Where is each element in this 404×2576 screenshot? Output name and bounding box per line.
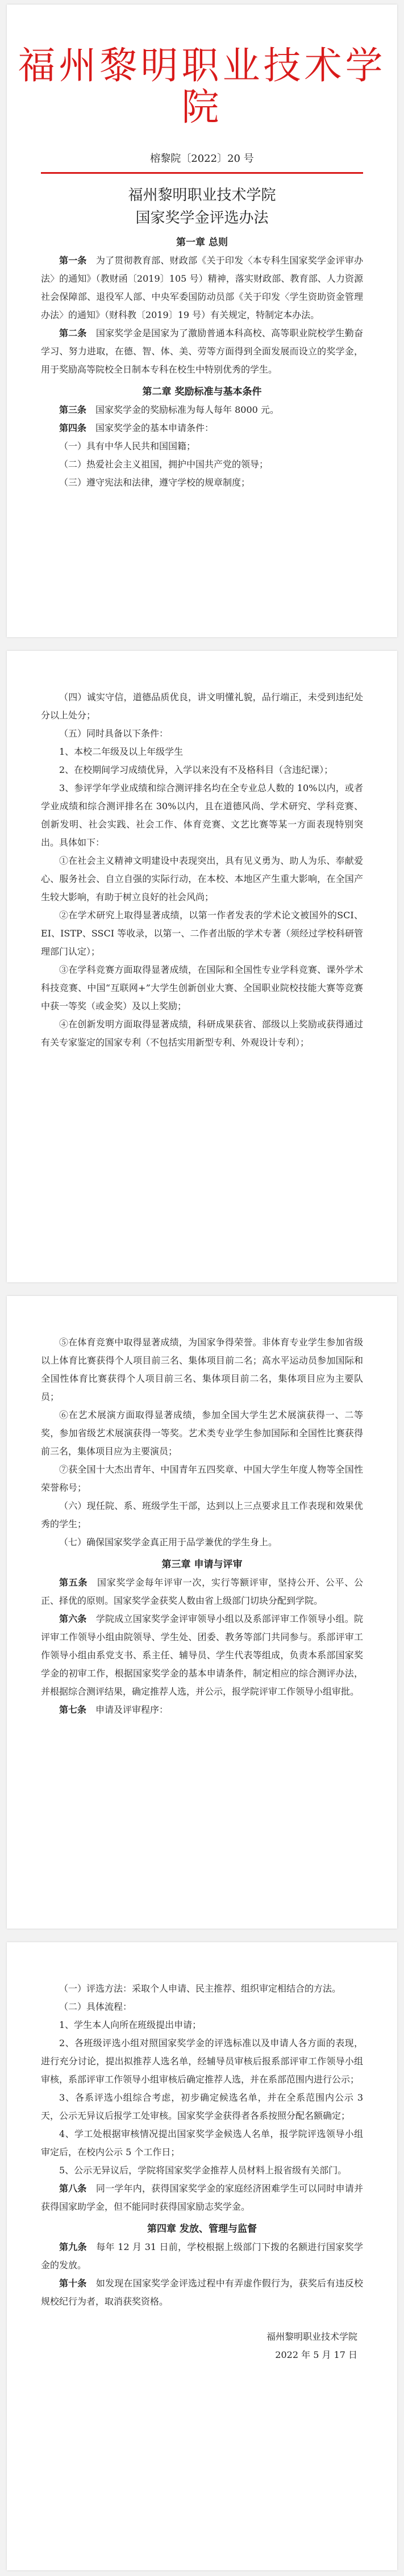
title-line-1: 福州黎明职业技术学院 bbox=[128, 187, 276, 204]
article-2 bbox=[41, 324, 363, 379]
article-10-label: 第十条 bbox=[59, 2278, 87, 2289]
condition-5-item-4: ④在创新发明方面取得显著成绩，科研成果获省、部级以上奖励或获得通过有关专家鉴定的国家专利（不包括实用新型专利、外观设计专利）； bbox=[41, 1019, 363, 1048]
condition-6: （六）现任院、系、班级学生干部，达到以上三点要求且工作表现和效果优秀的学生； bbox=[41, 1500, 363, 1529]
article-8 bbox=[41, 2180, 363, 2216]
condition-5-2: 2、在校期间学习成绩优异，入学以来没有不及格科目（含违纪课）； bbox=[59, 764, 334, 775]
page-4-body bbox=[7, 1942, 397, 2364]
page-3 bbox=[7, 1296, 397, 1929]
condition-5-item-5: ⑤在体育竞赛中取得显著成绩，为国家争得荣誉。非体育专业学生参加省级以上体育比赛获得个人项目前三名、集体项目前二名；高水平运动员参加国际和全国性体育比赛获得个人项目前三名、集体项目前二名，集体项目应为主要队员； bbox=[41, 1337, 363, 1402]
page-1-body bbox=[7, 234, 397, 492]
procedure-method: （一）评选方法：采取个人申请、民主推荐、组织审定相结合的方法。 bbox=[59, 1983, 341, 1994]
article-10 bbox=[41, 2274, 363, 2311]
article-4 bbox=[41, 419, 363, 437]
article-4-text: 国家奖学金的基本申请条件： bbox=[95, 423, 214, 434]
condition-4: （四）诚实守信，道德品质优良，讲文明懂礼貌，品行端正，未受到违纪处分以上处分； bbox=[41, 692, 363, 721]
article-9-label: 第九条 bbox=[59, 2242, 87, 2252]
article-2-text: 国家奖学金是国家为了激励普通本科高校、高等职业院校学生勤奋学习、努力进取，在德、智、体、美、劳等方面得到全面发展而设立的奖学金，用于奖励高等院校全日制本专科在校生中特别优秀的学生。 bbox=[41, 328, 363, 375]
article-1-text: 为了贯彻教育部、财政部《关于印发〈本专科生国家奖学金评审办法〉的通知》（教财函〔2019〕105 号）精神，落实财政部、教育部、人力资源社会保障部、退役军人部、中央军委国防动员部《关于印发〈学生资助资金管理办法〉的通知》（财科教〔2019〕19 号）有关规定，特制定本办法。 bbox=[41, 255, 363, 321]
procedure-step-2: 2、各班级评选小组对照国家奖学金的评选标准以及申请人各方面的表现，进行充分讨论，提出拟推荐人选名单，经辅导员审核后报系部评审工作领导小组审核，系部评审工作领导小组审核后确定推荐人选，并在系部范围内进行公示； bbox=[41, 2038, 363, 2085]
page-1 bbox=[7, 5, 397, 637]
condition-5-item-3: ③在学科竞赛方面取得显著成绩，在国际和全国性专业学科竞赛、课外学术科技竞赛、中国“互联网+”大学生创新创业大赛、全国职业院校技能大赛等竞赛中获一等奖（或金奖）及以上奖励； bbox=[41, 964, 363, 1011]
condition-5-1: 1、本校二年级及以上年级学生 bbox=[59, 746, 184, 757]
document-number: 榕黎院〔2022〕20 号 bbox=[150, 153, 254, 165]
article-3-text: 国家奖学金的奖励标准为每人每年 8000 元。 bbox=[95, 404, 279, 416]
signature-date: 2022 年 5 月 17 日 bbox=[275, 2349, 357, 2360]
signature-block bbox=[41, 2328, 363, 2364]
procedure-step-1: 1、学生本人向所在班级提出申请； bbox=[59, 2019, 202, 2030]
article-9 bbox=[41, 2238, 363, 2274]
article-7-label: 第七条 bbox=[59, 1704, 87, 1715]
article-6-label: 第六条 bbox=[59, 1613, 87, 1624]
article-5-text: 国家奖学金每年评审一次，实行等额评审，坚持公开、公平、公正、择优的原则。国家奖学金获奖人数由省上级部门切块分配到学院。 bbox=[41, 1577, 363, 1606]
chapter-1-heading: 第一章 总则 bbox=[176, 237, 228, 249]
condition-5-item-1: ①在社会主义精神文明建设中表现突出，具有见义勇为、助人为乐、奉献爱心、服务社会、自立自强的实际行动，在本校、本地区产生重大影响，在全国产生较大影响，有助于树立良好的社会风尚； bbox=[41, 855, 363, 902]
title-line-2: 国家奖学金评选办法 bbox=[135, 210, 269, 227]
procedure-step-3: 3、各系评选小组综合考虑，初步确定候选名单，并在全系范围内公示 3 天，公示无异议后报学工处审核。国家奖学金获得者各系按照分配名额确定； bbox=[41, 2092, 363, 2121]
article-6-text: 学院成立国家奖学金评审领导小组以及系部评审工作领导小组。院评审工作领导小组由院领导、学生处、团委、教务等部门共同参与。系部评审工作领导小组由系党支书、系主任、辅导员、学生代表等组成，负责本系部国家奖学金的初审工作，根据国家奖学金的基本申请条件，制定相应的综合测评办法，并根据综合测评结果，确定推荐人选，并公示，报学院评审工作领导小组审批。 bbox=[41, 1613, 363, 1697]
article-3 bbox=[41, 401, 363, 419]
condition-5-item-2: ②在学术研究上取得显著成绩，以第一作者发表的学术论文被国外的SCI、EI、ISTP、SSCI 等收录，以第一、二作者出版的学术专著（须经过学校科研管理部门认定）； bbox=[41, 910, 363, 957]
article-8-label: 第八条 bbox=[59, 2183, 87, 2194]
condition-1: （一）具有中华人民共和国国籍； bbox=[59, 441, 196, 452]
article-10-text: 如发现在国家奖学金评选过程中有弄虚作假行为，获奖后有违反校规校纪行为者，取消获奖资格。 bbox=[41, 2278, 363, 2307]
article-7-text: 申请及评审程序： bbox=[95, 1704, 169, 1715]
condition-5-item-6: ⑥在艺术展演方面取得显著成绩，参加全国大学生艺术展演获得一、二等奖，参加省级艺术展演获得一等奖。艺术类专业学生参加国际和全国性比赛获得前三名，集体项目应为主要演员； bbox=[41, 1410, 363, 1457]
article-4-label: 第四条 bbox=[59, 423, 87, 434]
article-7 bbox=[41, 1701, 363, 1719]
condition-5-item-7: ⑦获全国十大杰出青年、中国青年五四奖章、中国大学生年度人物等全国性荣誉称号； bbox=[41, 1464, 363, 1493]
chapter-4-heading: 第四章 发放、管理与监督 bbox=[147, 2223, 257, 2235]
red-divider bbox=[41, 172, 363, 174]
chapter-2-heading: 第二章 奖励标准与基本条件 bbox=[142, 386, 262, 398]
condition-5-3: 3、参评学年学业成绩和综合测评排名均在全专业总人数的 10%以内，或者学业成绩和综合测评排名在 30%以内，且在道德风尚、学术研究、学科竞赛、创新发明、社会实践、社会工作、体育竞赛、文艺比赛等某一方面表现特别突出。具体如下： bbox=[41, 783, 363, 848]
condition-3: （三）遵守宪法和法律，遵守学校的规章制度； bbox=[59, 477, 251, 488]
article-5-label: 第五条 bbox=[59, 1577, 88, 1588]
condition-2: （二）热爱社会主义祖国，拥护中国共产党的领导； bbox=[59, 459, 269, 470]
procedure-step-4: 4、学工处根据审核情况提出国家奖学金候选人名单，报学院评选领导小组审定后，在校内公示 5 个工作日； bbox=[41, 2128, 363, 2157]
page-2 bbox=[7, 651, 397, 1282]
page-3-body bbox=[7, 1296, 397, 1719]
condition-7: （七）确保国家奖学金真正用于品学兼优的学生身上。 bbox=[59, 1537, 278, 1548]
article-6 bbox=[41, 1610, 363, 1701]
article-1-label: 第一条 bbox=[59, 255, 87, 266]
article-8-text: 同一学年内，获得国家奖学金的家庭经济困难学生可以同时申请并获得国家助学金，但不能同时获得国家励志奖学金。 bbox=[41, 2183, 363, 2212]
page-2-body bbox=[7, 651, 397, 1052]
article-2-label: 第二条 bbox=[59, 328, 87, 339]
page-4 bbox=[7, 1942, 397, 2570]
chapter-3-heading: 第三章 申请与评审 bbox=[161, 1559, 243, 1570]
signature-organization: 福州黎明职业技术学院 bbox=[266, 2331, 357, 2342]
article-1 bbox=[41, 252, 363, 324]
article-5 bbox=[41, 1574, 363, 1610]
red-letterhead: 福州黎明职业技术学院 bbox=[18, 44, 386, 129]
doc-title bbox=[7, 184, 397, 229]
article-3-label: 第三条 bbox=[59, 404, 87, 416]
article-9-text: 每年 12 月 31 日前，学校根据上级部门下拨的名额进行国家奖学金的发放。 bbox=[41, 2242, 363, 2270]
procedure-step-5: 5、公示无异议后，学院将国家奖学金推荐人员材料上报省级有关部门。 bbox=[59, 2165, 347, 2176]
condition-5: （五）同时具备以下条件： bbox=[59, 728, 169, 739]
procedure-flow: （二）具体流程： bbox=[59, 2001, 132, 2012]
